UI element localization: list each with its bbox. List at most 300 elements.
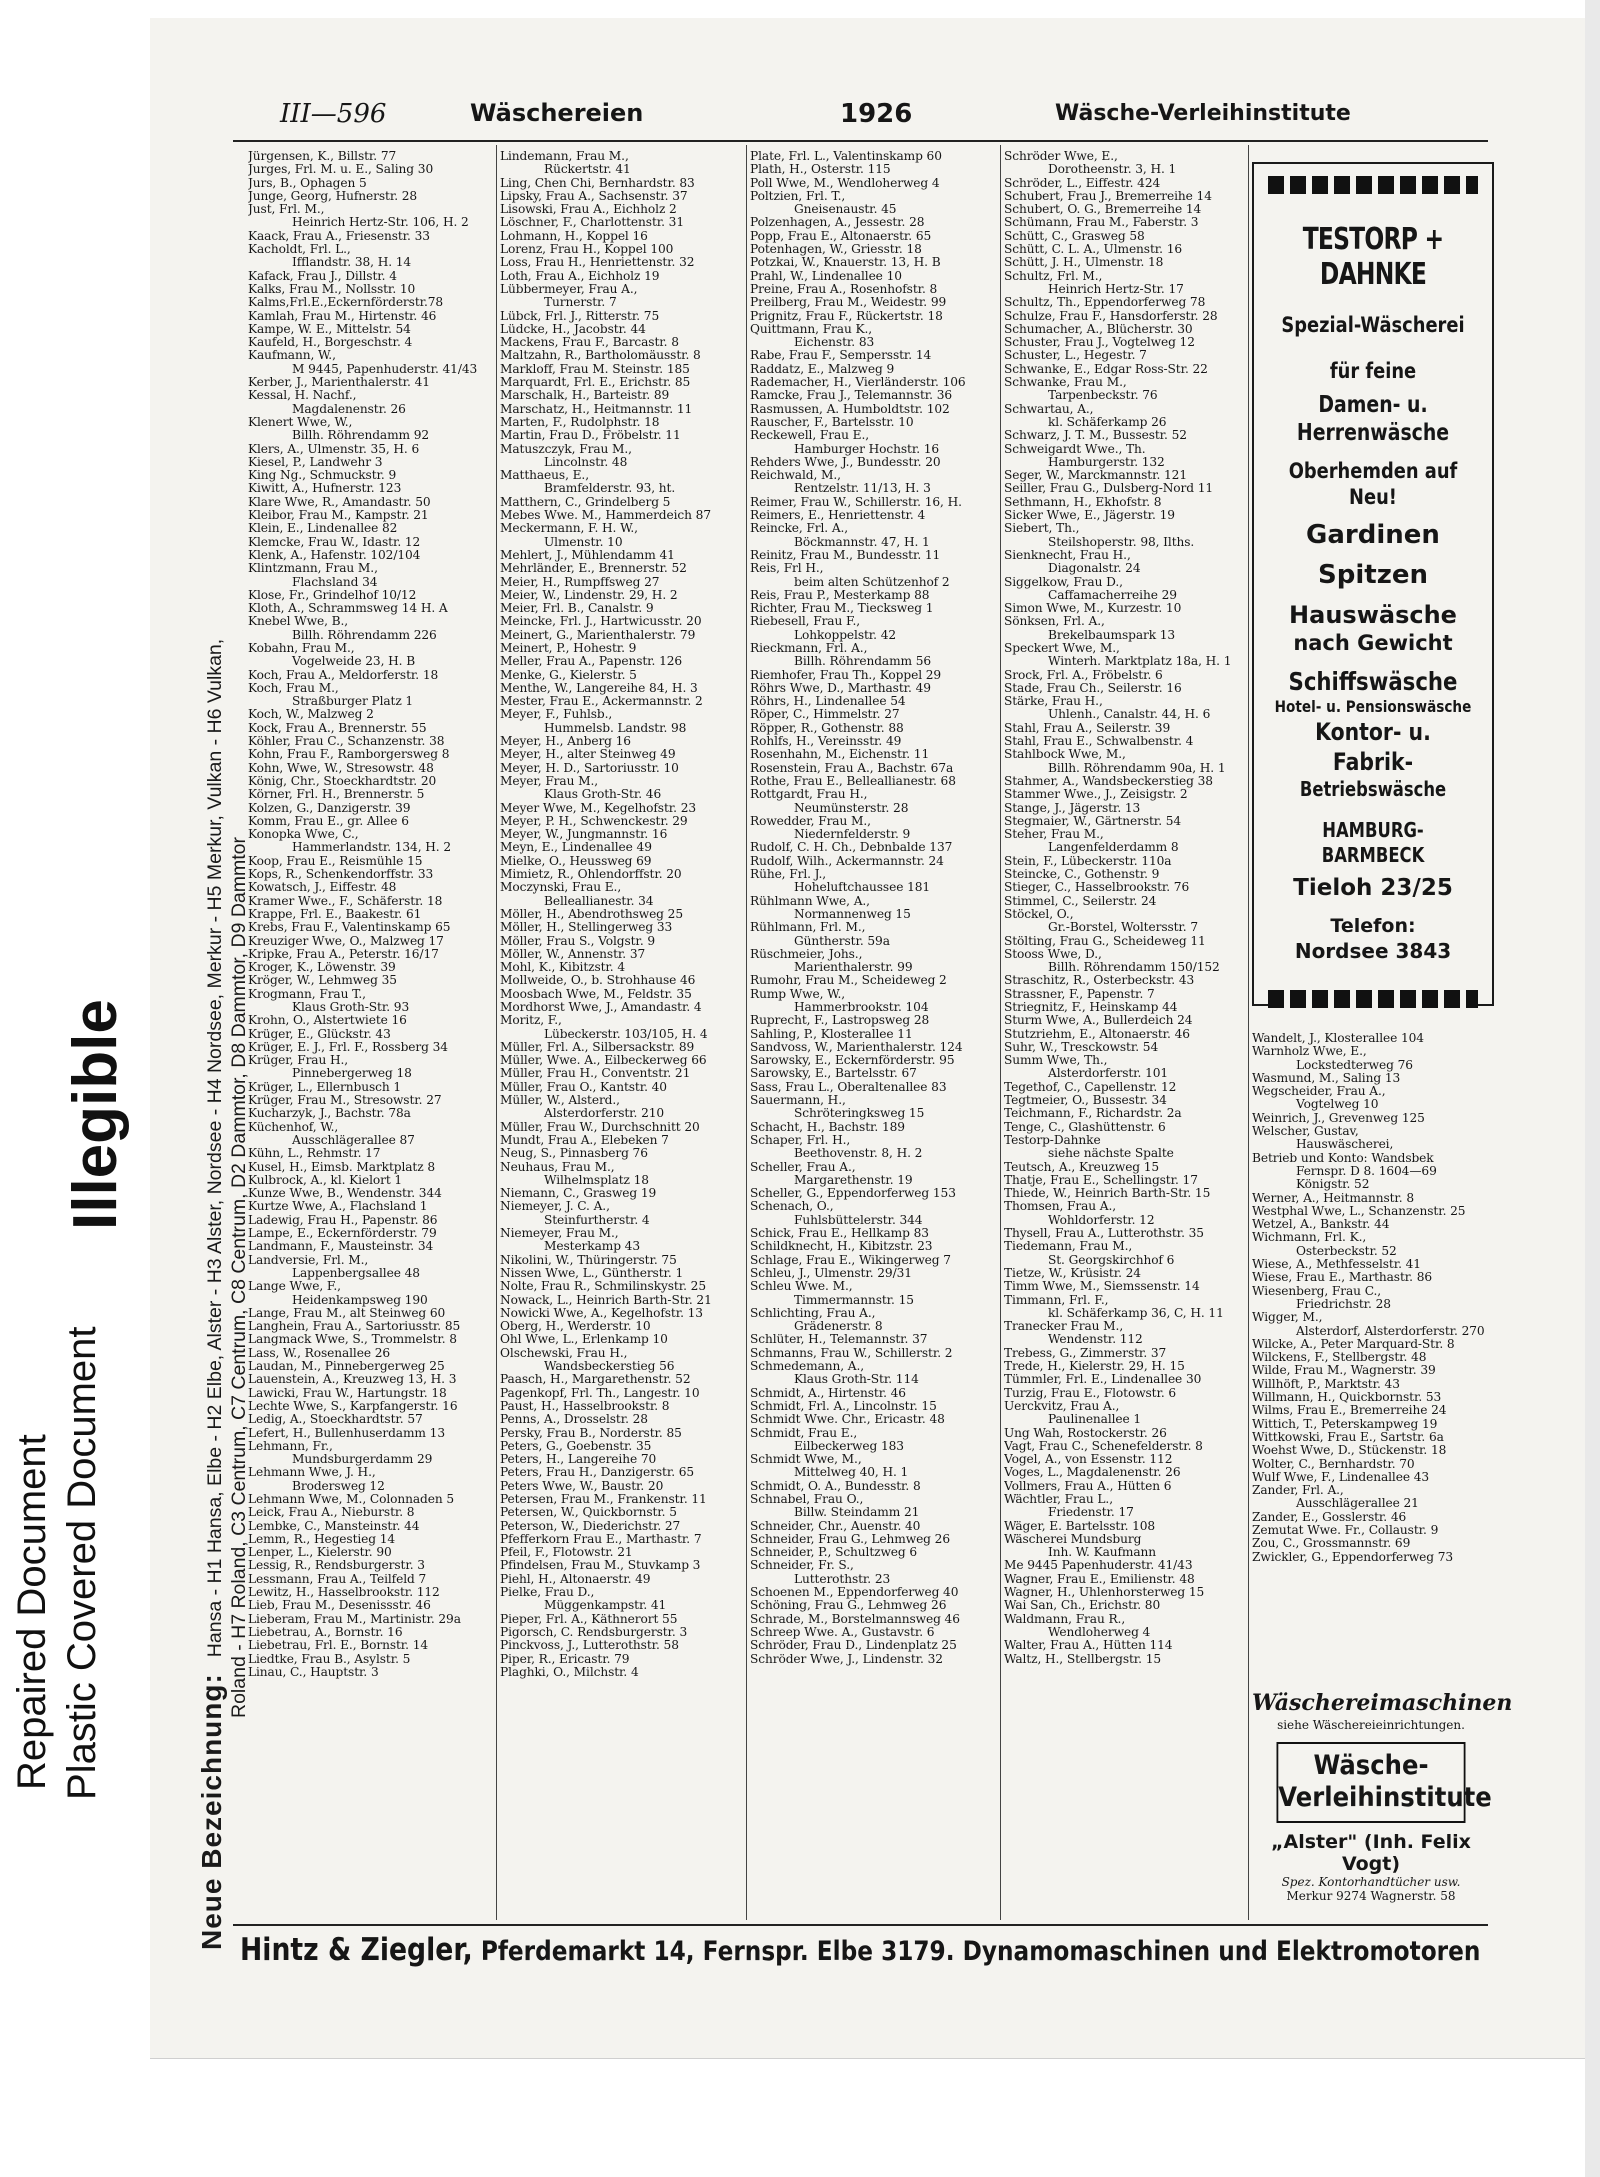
list-item: Schultz, Th., Eppendorferweg 78 — [1004, 296, 1206, 310]
list-item: Meyer, Frau M., — [500, 774, 599, 788]
list-item: Möller, H., Abendrothsweg 25 — [500, 907, 683, 921]
list-item: Lipsky, Frau A., Sachsenstr. 37 — [500, 189, 688, 203]
list-item: Alsterdorf, Alsterdorferstr. 270 — [1296, 1324, 1485, 1338]
list-item: Klemcke, Frau W., Idastr. 12 — [248, 535, 421, 549]
list-item: Polzenhagen, A., Jessestr. 28 — [750, 216, 925, 230]
list-item: Timmann, Frl. F., — [1004, 1293, 1109, 1307]
list-item: Pfeil, F., Flotowstr. 21 — [500, 1546, 633, 1560]
list-item: Peters, G., Goebenstr. 35 — [500, 1439, 652, 1453]
list-item: Stölting, Frau G., Scheideweg 11 — [1004, 934, 1206, 948]
column-1 — [248, 150, 493, 1679]
list-item: Hoheluftchaussee 181 — [794, 881, 931, 895]
list-item: Betrieb und Konto: Wandsbek — [1252, 1151, 1434, 1165]
list-item: Pigorsch, C. Rendsburgerstr. 3 — [500, 1625, 688, 1639]
list-item: Schildknecht, H., Kibitzstr. 23 — [750, 1240, 933, 1254]
list-item: Krappe, Frl. E., Baakestr. 61 — [248, 907, 422, 921]
list-item: Lübeckerstr. 103/105, H. 4 — [544, 1027, 708, 1041]
list-item: Liebetrau, Frl. E., Bornstr. 14 — [248, 1639, 429, 1653]
list-item: Wasmund, M., Saling 13 — [1252, 1071, 1401, 1085]
list-item: Wagner, Frau E., Emilienstr. 48 — [1004, 1572, 1195, 1586]
list-item: Kramer Wwe., F., Schäferstr. 18 — [248, 894, 443, 908]
list-item: Waldmann, Frau R., — [1004, 1612, 1126, 1626]
list-item: Wigger, M., — [1252, 1311, 1323, 1325]
list-item: Mesterkamp 43 — [544, 1240, 640, 1254]
list-item: Mielke, O., Heussweg 69 — [500, 854, 652, 868]
list-item: Zander, E., Gosslerstr. 46 — [1252, 1510, 1407, 1524]
list-item: Testorp-Dahnke — [1004, 1133, 1101, 1147]
list-item: Schmidt, O. A., Bundesstr. 8 — [750, 1479, 921, 1493]
list-item: Billh. Röhrendamm 56 — [794, 655, 932, 669]
list-item: Rentzelstr. 11/13, H. 3 — [794, 482, 931, 496]
list-item: Thomsen, Frau A., — [1004, 1200, 1117, 1214]
list-item: Stooss Wwe, D., — [1004, 947, 1102, 961]
list-item: Hauswäscherei, — [1296, 1138, 1394, 1152]
list-item: Lauenstein, A., Kreuzweg 13, H. 3 — [248, 1373, 457, 1387]
list-item: Rühlmann, Frl. M., — [750, 921, 866, 935]
list-item: Schütt, C. L. A., Ulmenstr. 16 — [1004, 243, 1183, 257]
list-item: Liedtke, Frau B., Asylstr. 5 — [248, 1652, 411, 1666]
list-item: Plaghki, O., Milchstr. 4 — [500, 1665, 639, 1679]
list-item: Kohn, Wwe, W., Stresowstr. 48 — [248, 761, 434, 775]
list-item: Lass, W., Rosenallee 26 — [248, 1346, 391, 1360]
list-item: Stade, Frau Ch., Seilerstr. 16 — [1004, 681, 1182, 695]
list-item: Koch, Frau M., — [248, 681, 339, 695]
ad-box-line: Wäsche- — [1313, 1750, 1429, 1781]
list-item: Klenert Wwe, W., — [248, 415, 353, 429]
list-item: Wächtler, Frau L., — [1004, 1492, 1113, 1506]
list-item: Schulze, Frau F., Hansdorferstr. 28 — [1004, 309, 1218, 323]
list-item: Friedrichstr. 28 — [1296, 1297, 1391, 1311]
list-item: Lehmann Wwe, J. H., — [248, 1466, 376, 1480]
list-item: kl. Schäferkamp 36, C, H. 11 — [1048, 1306, 1224, 1320]
list-item: Tarpenbeckstr. 76 — [1048, 389, 1158, 403]
list-item: Reis, Frau P., Mesterkamp 88 — [750, 588, 930, 602]
list-item: Turzig, Frau E., Flotowstr. 6 — [1004, 1386, 1177, 1400]
stamp-illegible: Illegible — [61, 999, 130, 1230]
list-item: Möller, W., Annenstr. 37 — [500, 947, 646, 961]
list-item: Menke, G., Kielerstr. 5 — [500, 668, 637, 682]
year: 1926 — [840, 99, 913, 129]
list-item: Me 9445 Papenhuderstr. 41/43 — [1004, 1559, 1193, 1573]
ad-line: Betriebswäsche — [1299, 777, 1447, 801]
list-item: Pinckvoss, J., Lutterothstr. 58 — [500, 1639, 679, 1653]
list-item: Rothe, Frau E., Belleallianestr. 68 — [750, 774, 956, 788]
list-item: Wendenstr. 112 — [1048, 1333, 1143, 1347]
list-item: Güntherstr. 59a — [794, 934, 890, 948]
list-item: Prignitz, Frau F., Rückertstr. 18 — [750, 309, 943, 323]
list-item: Voges, L., Magdalenenstr. 26 — [1004, 1466, 1181, 1480]
list-item: Ling, Chen Chi, Bernhardstr. 83 — [500, 176, 695, 190]
list-item: Lembke, C., Mansteinstr. 44 — [248, 1519, 420, 1533]
list-item: Kobahn, Frau M., — [248, 641, 355, 655]
list-item: Lübck, Frl. J., Ritterstr. 75 — [500, 309, 660, 323]
list-item: Zander, Frl. A., — [1252, 1484, 1344, 1498]
list-item: Landmann, F., Mausteinstr. 34 — [248, 1240, 434, 1254]
list-item: Eichenstr. 83 — [794, 336, 875, 350]
list-item: Wagner, H., Uhlenhorsterweg 15 — [1004, 1586, 1205, 1600]
page-number: III—596 — [280, 99, 387, 129]
list-item: Möller, Frau S., Volgstr. 9 — [500, 934, 656, 948]
list-item: Kurtze Wwe, A., Flachsland 1 — [248, 1200, 428, 1214]
list-item: Röhrs Wwe, D., Marthastr. 49 — [750, 681, 931, 695]
list-item: Neug, S., Pinnasberg 76 — [500, 1147, 648, 1161]
list-item: Stieger, C., Hasselbrookstr. 76 — [1004, 881, 1190, 895]
list-item: Moritz, F., — [500, 1014, 562, 1028]
list-item: Dorotheenstr. 3, H. 1 — [1048, 163, 1177, 177]
section-title-left: Wäschereien — [470, 99, 644, 127]
exchange-legend-row2: Roland - H7 Roland, C3 Centrum, C7 Centrum, C8 Centrum, D2 Dammtor, D8 Dammtor, D9 Dammtor — [228, 836, 250, 1718]
list-item: Markloff, Frau M. Steinstr. 185 — [500, 362, 690, 376]
list-item: Wilms, Frau E., Bremerreihe 24 — [1252, 1404, 1447, 1418]
list-item: Schneider, P., Schultzweg 6 — [750, 1546, 918, 1560]
list-item: Brodersweg 12 — [292, 1479, 385, 1493]
ad-line: nach Gewicht — [1293, 630, 1453, 655]
list-item: Ausschlägerallee 87 — [292, 1133, 415, 1147]
ad-brand: TESTORP + DAHNKE — [1302, 222, 1444, 292]
list-item: Vogelweide 23, H. B — [292, 655, 416, 669]
list-item: Nowack, L., Heinrich Barth-Str. 21 — [500, 1293, 712, 1307]
list-item: Straschitz, R., Osterbeckstr. 43 — [1004, 974, 1195, 988]
list-item: Kulbrock, A., kl. Kielort 1 — [248, 1173, 403, 1187]
list-item: Wandelt, J., Klosterallee 104 — [1252, 1032, 1424, 1045]
list-item: Billh. Röhrendamm 92 — [292, 429, 430, 443]
list-item: Wilhelmsplatz 18 — [544, 1173, 649, 1187]
list-item: Matthern, C., Grindelberg 5 — [500, 495, 671, 509]
list-item: Lampe, E., Eckernförderstr. 79 — [248, 1227, 437, 1241]
list-item: Lenper, L., Kielerstr. 90 — [248, 1546, 392, 1560]
list-item: Tegethof, C., Capellenstr. 12 — [1004, 1080, 1177, 1094]
list-item: Matuszczyk, Frau M., — [500, 442, 632, 456]
list-item: Hamburgerstr. 132 — [1048, 455, 1165, 469]
list-item: Koch, Frau A., Meldorferstr. 18 — [248, 668, 439, 682]
list-item: beim alten Schützenhof 2 — [794, 575, 950, 589]
list-item: Lehmann, Fr., — [248, 1439, 333, 1453]
list-item: Schröteringksweg 15 — [794, 1107, 925, 1121]
list-item: Osterbeckstr. 52 — [1296, 1244, 1397, 1258]
list-item: Pfefferkorn Frau E., Marthastr. 7 — [500, 1532, 702, 1546]
list-item: Kamlah, Frau M., Hirtenstr. 46 — [248, 309, 437, 323]
ad-line: Spitzen — [1318, 560, 1428, 590]
list-item: Stange, J., Jägerstr. 13 — [1004, 801, 1141, 815]
list-item: Schultz, Frl. M., — [1004, 269, 1103, 283]
list-item: Kolzen, G., Danzigerstr. 39 — [248, 801, 411, 815]
list-item: Wittkowski, Frau E., Sartstr. 6a — [1252, 1430, 1444, 1444]
list-item: Marten, F., Rudolphstr. 18 — [500, 415, 660, 429]
list-item: Peters Wwe, W., Baustr. 20 — [500, 1479, 664, 1493]
list-item: Knebel Wwe, B., — [248, 615, 349, 629]
list-item: Müller, Frau W., Durchschnitt 20 — [500, 1120, 700, 1134]
list-item: Kusel, H., Eimsb. Marktplatz 8 — [248, 1160, 435, 1174]
list-item: Rosenstein, Frau A., Bachstr. 67a — [750, 761, 954, 775]
list-item: Kiesel, P., Landwehr 3 — [248, 455, 383, 469]
column-4 — [1004, 150, 1249, 1666]
list-item: King Ng., Schmuckstr. 9 — [248, 469, 397, 483]
list-item: Meckermann, F. H. W., — [500, 522, 638, 536]
list-item: Wäscherei Mundsburg — [1004, 1532, 1142, 1546]
list-item: Meyer, H., Anberg 16 — [500, 735, 631, 749]
list-item: Suhr, W., Tresckowstr. 54 — [1004, 1040, 1159, 1054]
list-item: Olschewski, Frau H., — [500, 1346, 628, 1360]
ad-address: Tieloh 23/25 — [1293, 875, 1453, 901]
list-item: Wendloherweg 4 — [1048, 1625, 1151, 1639]
list-item: Sarowsky, E., Bartelsstr. 67 — [750, 1067, 917, 1081]
list-item: Piehl, H., Altonaerstr. 49 — [500, 1572, 651, 1586]
list-item: Ausschlägerallee 21 — [1296, 1497, 1419, 1511]
list-item: Lorenz, Frau H., Koppel 100 — [500, 243, 674, 257]
list-item: Werner, A., Heitmannstr. 8 — [1252, 1191, 1414, 1205]
list-item: Straßburger Platz 1 — [292, 695, 414, 709]
list-item: Schenach, O., — [750, 1200, 834, 1214]
list-item: Schwanke, Frau M., — [1004, 376, 1127, 390]
list-item: Matthaeus, E., — [500, 469, 589, 483]
list-item: Lechte Wwe, S., Karpfangerstr. 16 — [248, 1399, 458, 1413]
list-item: Wegscheider, Frau A., — [1252, 1085, 1386, 1099]
list-item: Seiller, Frau G., Dulsberg-Nord 11 — [1004, 482, 1214, 496]
list-item: Marienthalerstr. 99 — [794, 961, 913, 975]
list-item: Tegtmeier, O., Bussestr. 34 — [1004, 1094, 1167, 1108]
list-item: Walter, Frau A., Hütten 114 — [1004, 1639, 1173, 1653]
list-item: Langhein, Frau A., Sartoriusstr. 85 — [248, 1320, 461, 1334]
list-item: Krogmann, Frau T., — [248, 987, 366, 1001]
ad-heading: Wäschereimaschinen — [1252, 1690, 1513, 1716]
stamp-plastic: Plastic Covered Document — [60, 1326, 104, 1800]
list-item: Stammer Wwe., J., Zeisigstr. 2 — [1004, 788, 1188, 802]
list-item: Ulmenstr. 10 — [544, 535, 623, 549]
list-item: Kühn, L., Rehmstr. 17 — [248, 1147, 381, 1161]
list-item: Meyn, E., Lindenallee 49 — [500, 841, 652, 855]
list-item: Wiese, A., Methfesselstr. 41 — [1252, 1258, 1421, 1272]
list-item: Brekelbaumspark 13 — [1048, 628, 1176, 642]
list-item: Jürgensen, K., Billstr. 77 — [248, 150, 397, 163]
ad-line: für feine — [1329, 359, 1417, 384]
list-item: Willhöft, P., Marktstr. 43 — [1252, 1377, 1400, 1391]
list-item: Loss, Frau H., Henriettenstr. 32 — [500, 256, 695, 270]
list-item: Billh. Röhrendamm 226 — [292, 628, 437, 642]
list-item: Rademacher, H., Vierländerstr. 106 — [750, 376, 966, 390]
list-item: Summ Wwe, Th., — [1004, 1054, 1108, 1068]
list-item: Tenge, C., Glashüttenstr. 6 — [1004, 1120, 1166, 1134]
column-divider — [746, 145, 747, 1920]
stamp-repaired: Repaired Document — [10, 1434, 54, 1790]
list-item: Niemeyer, Frau M., — [500, 1227, 619, 1241]
list-item: Srock, Frl. A., Fröbelstr. 6 — [1004, 668, 1163, 682]
list-item: Heidenkampsweg 190 — [292, 1293, 428, 1307]
list-item: Schwanke, E., Edgar Ross-Str. 22 — [1004, 362, 1208, 376]
list-item: Plate, Frl. L., Valentinskamp 60 — [750, 150, 942, 163]
list-item: Schleu Wwe. M., — [750, 1280, 853, 1294]
list-item: Thiede, W., Heinrich Barth-Str. 15 — [1004, 1187, 1211, 1201]
ad-note: Spez. Kontorhandtücher usw. — [1281, 1874, 1461, 1889]
list-item: Lübbermeyer, Frau A., — [500, 282, 638, 296]
list-item: Stahl, Frau A., Seilerstr. 39 — [1004, 721, 1171, 735]
list-item: Steincke, C., Gothenstr. 9 — [1004, 868, 1160, 882]
ad-line: Schiffswäsche — [1288, 666, 1458, 696]
list-item: Simon Wwe, M., Kurzestr. 10 — [1004, 602, 1182, 616]
list-item: Lehmann Wwe, M., Colonnaden 5 — [248, 1492, 455, 1506]
list-item: Pieper, Frl. A., Käthnerort 55 — [500, 1612, 678, 1626]
list-item: Klers, A., Ulmenstr. 35, H. 6 — [248, 442, 420, 456]
list-item: Schnabel, Frau O., — [750, 1492, 864, 1506]
list-item: Kroger, K., Löwenstr. 39 — [248, 961, 396, 975]
list-item: Krüger, Frau H., — [248, 1054, 349, 1068]
list-item: Komm, Frau E., gr. Allee 6 — [248, 814, 409, 828]
list-item: Siggelkow, Frau D., — [1004, 575, 1123, 589]
list-item: Meyer, H., alter Steinweg 49 — [500, 748, 676, 762]
ad-line: Hotel- u. Pensionswäsche — [1274, 697, 1472, 716]
footer-rule — [233, 1924, 1488, 1926]
list-item: Inh. W. Kaufmann — [1048, 1546, 1157, 1560]
list-item: Fuhlsbüttelerstr. 344 — [794, 1213, 923, 1227]
list-item: Rühlmann Wwe, A., — [750, 894, 870, 908]
list-item: Landversie, Frl. M., — [248, 1253, 369, 1267]
list-item: Meincke, Frl. J., Hartwicusstr. 20 — [500, 615, 702, 629]
list-item: Steinfurtherstr. 4 — [544, 1213, 650, 1227]
list-item: Rumohr, Frau M., Scheideweg 2 — [750, 974, 947, 988]
list-item: Tietze, W., Krüsistr. 24 — [1004, 1266, 1141, 1280]
list-item: Wilde, Frau M., Wagnerstr. 39 — [1252, 1364, 1436, 1378]
list-item: Zemutat Wwe. Fr., Collaustr. 9 — [1252, 1523, 1439, 1537]
exchange-legend — [196, 140, 251, 1950]
list-item: Stahmer, A., Wandsbeckerstieg 38 — [1004, 774, 1213, 788]
list-item: Laudan, M., Pinnebergerweg 25 — [248, 1360, 445, 1374]
list-item: Thatje, Frau E., Schellingstr. 17 — [1004, 1173, 1198, 1187]
list-item: Junge, Georg, Hufnerstr. 28 — [248, 189, 418, 203]
list-item: Meyer Wwe, M., Kegelhofstr. 23 — [500, 801, 697, 815]
list-item: Kaufeld, H., Borgeschstr. 4 — [248, 336, 413, 350]
list-item: Menthe, W., Langereihe 84, H. 3 — [500, 681, 698, 695]
list-item: Kessal, H. Nachf., — [248, 389, 357, 403]
list-item: Hammerbrookstr. 104 — [794, 1001, 929, 1014]
list-item: Marschatz, H., Heitmannstr. 11 — [500, 402, 693, 416]
list-item: Teutsch, A., Kreuzweg 15 — [1004, 1160, 1160, 1174]
list-item: Schubert, O. G., Bremerreihe 14 — [1004, 203, 1202, 217]
list-item: Just, Frl. M., — [248, 203, 325, 217]
list-item: Kops, R., Schenkendorffstr. 33 — [248, 868, 434, 882]
list-item: Rudolf, Wilh., Ackermannstr. 24 — [750, 854, 944, 868]
list-item: Wilcke, A., Peter Marquard-Str. 8 — [1252, 1337, 1455, 1351]
advert-waesche-verleih — [1252, 1690, 1513, 1903]
list-item: Poltzien, Frl. T., — [750, 189, 846, 203]
footer-text: Pferdemarkt 14, Fernspr. Elbe 3179. Dynamomaschinen und Elektromotoren — [480, 1936, 1481, 1967]
ad-phone: Nordsee 3843 — [1294, 938, 1452, 963]
list-item: Kloth, A., Schrammsweg 14 H. A — [248, 602, 448, 616]
list-item: Röhrs, H., Lindenallee 54 — [750, 695, 906, 709]
list-item: Peters, Frau H., Danzigerstr. 65 — [500, 1466, 695, 1480]
list-item: Langmack Wwe, S., Trommelstr. 8 — [248, 1333, 457, 1347]
list-item: Nikolini, W., Thüringerstr. 75 — [500, 1253, 677, 1267]
list-item: Möller, H., Stellingerweg 33 — [500, 921, 673, 935]
list-item: Nissen Wwe, L., Güntherstr. 1 — [500, 1266, 684, 1280]
list-item: Reckewell, Frau E., — [750, 429, 870, 443]
list-item: Sahling, P., Klosterallee 11 — [750, 1027, 913, 1041]
list-item: Waltz, H., Stellbergstr. 15 — [1004, 1652, 1162, 1666]
list-item: Willmann, H., Quickbornstr. 53 — [1252, 1391, 1442, 1405]
column-divider — [1000, 145, 1001, 1920]
list-item: Marschalk, H., Barteistr. 89 — [500, 389, 670, 403]
list-item: Caffamacherreihe 29 — [1048, 588, 1177, 602]
ad-company: „Alster" (Inh. Felix Vogt) — [1271, 1830, 1471, 1875]
ad-line: Gardinen — [1306, 519, 1440, 550]
list-item: Alsterdorferstr. 210 — [544, 1107, 665, 1121]
list-item: Meyer, H. D., Sartoriusstr. 10 — [500, 761, 679, 775]
list-item: Tranecker Frau M., — [1004, 1320, 1124, 1334]
list-item: Vogtelweg 10 — [1296, 1098, 1379, 1112]
list-item: Stöckel, O., — [1004, 907, 1074, 921]
list-item: Schröder, Frau D., Lindenplatz 25 — [750, 1639, 957, 1653]
list-item: Wetzel, A., Bankstr. 44 — [1252, 1218, 1390, 1232]
list-item: Reimer, Frau W., Schillerstr. 16, H. — [750, 495, 962, 509]
list-item: Uerckvitz, Frau A., — [1004, 1399, 1120, 1413]
list-item: Billh. Röhrendamm 90a, H. 1 — [1048, 761, 1226, 775]
list-item: Kacholdt, Frl. L., — [248, 243, 351, 257]
list-item: Richter, Frau M., Tiecksweg 1 — [750, 602, 934, 616]
list-item: Lange, Frau M., alt Steinweg 60 — [248, 1306, 446, 1320]
list-item: Jurges, Frl. M. u. E., Saling 30 — [248, 163, 434, 177]
list-item: Woehst Wwe, D., Stückenstr. 18 — [1252, 1444, 1447, 1458]
list-item: Wäger, E. Bartelsstr. 108 — [1004, 1519, 1156, 1533]
list-item: Ladewig, Frau H., Papenstr. 86 — [248, 1213, 438, 1227]
list-item: Siebert, Th., — [1004, 522, 1080, 536]
list-item: Mohl, K., Kibitzstr. 4 — [500, 961, 625, 975]
list-item: Tiedemann, Frau M., — [1004, 1240, 1133, 1254]
list-item: Stutzriehm, E., Altonaerstr. 46 — [1004, 1027, 1190, 1041]
list-item: Schümann, Frau M., Faberstr. 3 — [1004, 216, 1199, 230]
list-item: Lüdcke, H., Jacobstr. 44 — [500, 322, 646, 336]
list-item: Schwarz, J. T. M., Bussestr. 52 — [1004, 429, 1187, 443]
list-item: Sönksen, Frl. A., — [1004, 615, 1105, 629]
list-item: Schöning, Frau G., Lehmweg 26 — [750, 1599, 947, 1613]
list-item: Rudolf, C. H. Ch., Debnbalde 137 — [750, 841, 953, 855]
list-item: Mollweide, O., b. Strohhause 46 — [500, 974, 696, 988]
list-item: Schmidt, A., Hirtenstr. 46 — [750, 1386, 906, 1400]
list-item: Rump Wwe, W., — [750, 987, 846, 1001]
list-item: Schröder, L., Eiffestr. 424 — [1004, 176, 1161, 190]
list-item: Striegnitz, F., Heinskamp 44 — [1004, 1001, 1178, 1014]
list-item: Heinrich Hertz-Str. 106, H. 2 — [292, 216, 469, 230]
list-item: Sicker Wwe, E., Jägerstr. 19 — [1004, 509, 1175, 523]
list-item: Neuhaus, Frau M., — [500, 1160, 615, 1174]
list-item: Nolte, Frau R., Schmilinskystr. 25 — [500, 1280, 706, 1294]
list-item: Paulinenallee 1 — [1048, 1413, 1142, 1427]
list-item: Kiwitt, A., Hufnerstr. 123 — [248, 482, 402, 496]
list-item: Stahlbock Wwe, M., — [1004, 748, 1126, 762]
list-item: Pfindelsen, Frau M., Stuvkamp 3 — [500, 1559, 701, 1573]
list-item: Lutterothstr. 23 — [794, 1572, 891, 1586]
ad-phone-label: Telefon: — [1330, 914, 1416, 937]
column-2 — [500, 150, 745, 1679]
list-item: Schmedemann, A., — [750, 1360, 865, 1374]
list-item: Stimmel, C., Seilerstr. 24 — [1004, 894, 1157, 908]
list-item: Lisowski, Frau A., Eichholz 2 — [500, 203, 677, 217]
list-item: Wai San, Ch., Erichstr. 80 — [1004, 1599, 1161, 1613]
column-divider — [496, 145, 497, 1920]
list-item: Niemeyer, J. C. A., — [500, 1200, 610, 1214]
list-item: Pinnebergerweg 18 — [292, 1067, 412, 1081]
list-item: Klenk, A., Hafenstr. 102/104 — [248, 548, 421, 562]
ad-line: Damen- u. Herrenwäsche — [1296, 391, 1450, 447]
list-item: Mebes Wwe. M., Hammerdeich 87 — [500, 509, 711, 523]
list-item: Schwartau, A., — [1004, 402, 1094, 416]
list-item: Fernspr. D 8. 1604—69 — [1296, 1164, 1437, 1178]
list-item: Kerber, J., Marienthalerstr. 41 — [248, 376, 430, 390]
list-item: Vollmers, Frau A., Hütten 6 — [1004, 1479, 1172, 1493]
list-item: Rühe, Frl. J., — [750, 868, 827, 882]
list-item: Kalms,Frl.E.,Eckernförderstr.78 — [248, 296, 444, 310]
list-item: Körner, Frl. H., Brennerstr. 5 — [248, 788, 425, 802]
list-item: Köhler, Frau C., Schanzenstr. 38 — [248, 735, 445, 749]
list-item: Strassner, F., Papenstr. 7 — [1004, 987, 1155, 1001]
list-item: Pagenkopf, Frl. Th., Langestr. 10 — [500, 1386, 700, 1400]
